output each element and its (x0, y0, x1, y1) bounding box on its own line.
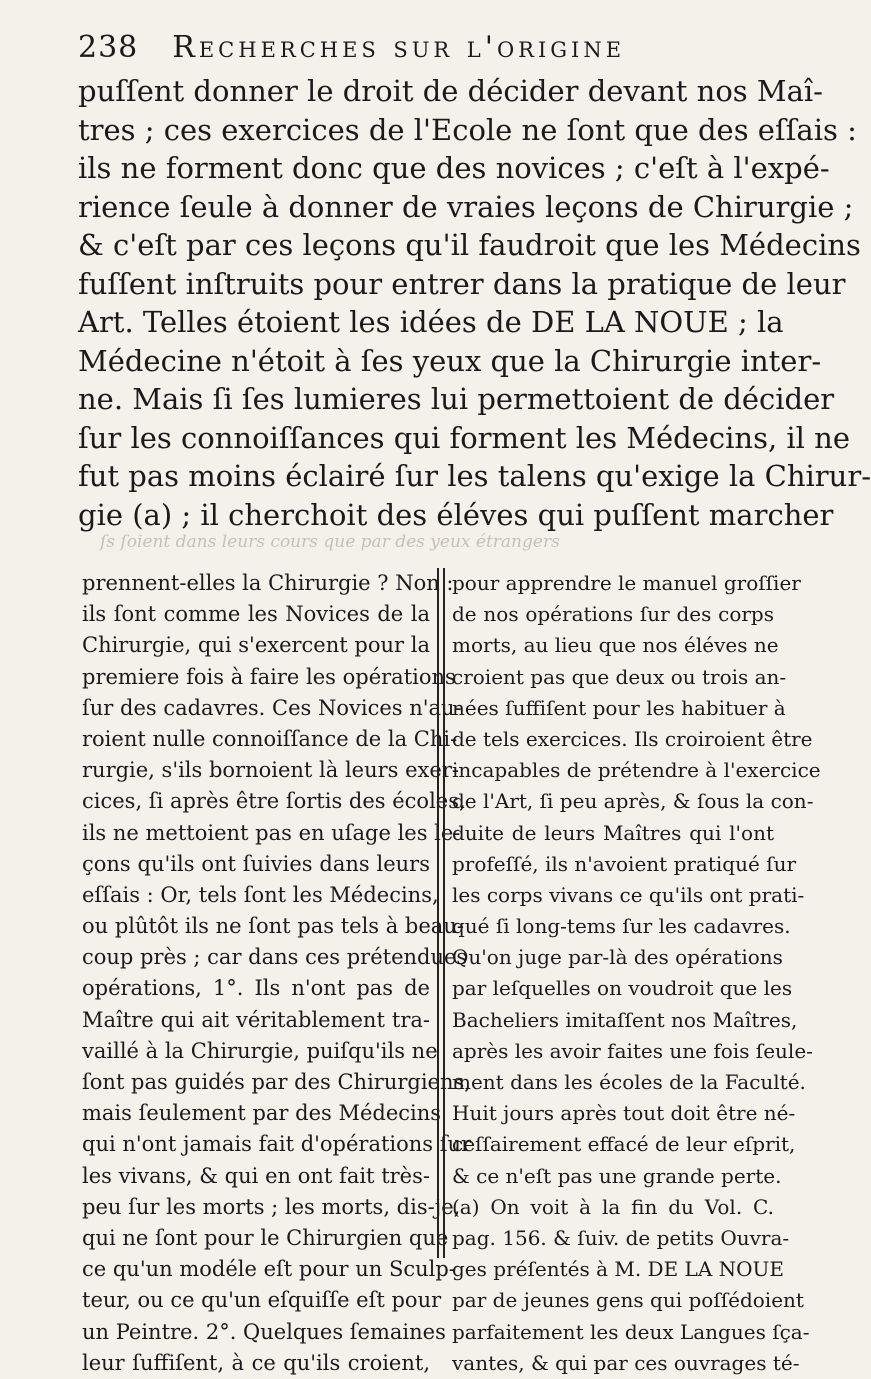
footnote-line: pour apprendre le manuel groſſier (452, 571, 801, 595)
footnote-line: incapables de prétendre à l'exercice (452, 758, 821, 783)
footnote-line: prennent-elles la Chirurgie ? Non : (82, 571, 454, 595)
footnote-line: ou plûtôt ils ne ſont pas tels à beau- (82, 914, 464, 939)
footnote-line: Chirurgie, qui s'exercent pour la (82, 633, 430, 658)
footnote-line: de nos opérations ſur des corps (452, 602, 774, 627)
footnote-line: de tels exercices. Ils croiroient être (452, 726, 813, 751)
running-title: Recherches sur l'origine (172, 30, 626, 65)
footnote-column-left (82, 568, 472, 1379)
main-line: Art. Telles étoient les idées de DE LA NOUE ; la (78, 305, 784, 339)
main-line: puſſent donner le droit de décider devant nos Maî- (78, 74, 823, 108)
footnote-line: cices, ſi après être ſortis des écoles, (82, 789, 466, 814)
footnote-line: (a) On voit à la fin du Vol. C. (452, 1194, 774, 1219)
main-line: & c'eſt par ces leçons qu'il faudroit que les Médecins (78, 228, 861, 262)
main-line: rience ſeule à donner de vraies leçons de Chirurgie ; (78, 189, 854, 224)
footnote-line: Bacheliers imitaſſent nos Maîtres, (452, 1007, 798, 1032)
footnote-line: çons qu'ils ont ſuivies dans leurs (82, 851, 430, 876)
main-line: fut pas moins éclairé ſur les talens qu'exige la Chirur- (78, 459, 871, 493)
main-paragraph (78, 72, 871, 534)
footnote-line: opérations, 1°. Ils n'ont pas de (82, 976, 430, 1001)
footnote-line: roient nulle connoiſſance de la Chi- (82, 726, 458, 751)
footnote-line: duite de leurs Maîtres qui l'ont (452, 820, 774, 845)
main-line: ne. Mais ſi ſes lumieres lui permettoient de décider (78, 382, 835, 416)
footnote-line: Maître qui ait véritablement tra- (82, 1007, 430, 1032)
footnote-line: rurgie, s'ils bornoient là leurs exer- (82, 758, 459, 783)
footnote-line: les vivans, & qui en ont fait très- (82, 1163, 430, 1188)
footnote-line: qui n'ont jamais fait d'opérations ſur (82, 1132, 472, 1157)
footnote-line: par leſquelles on voudroit que les (452, 976, 793, 1001)
footnote-line: Huit jours après tout doit être né- (452, 1101, 796, 1126)
footnote-line: leur ſuffiſent, à ce qu'ils croient, (82, 1350, 430, 1375)
footnote-line: teur, ou ce qu'un eſquiſſe eſt pour (82, 1288, 442, 1313)
footnote-line: ges préſentés à M. DE LA NOUE (452, 1257, 784, 1282)
footnote-line: parfaitement les deux Langues ſça- (452, 1319, 810, 1344)
footnote-line: un Peintre. 2°. Quelques ſemaines (82, 1319, 446, 1344)
footnote-line: pag. 156. & ſuiv. de petits Ouvra- (452, 1225, 790, 1250)
footnote-line: par de jeunes gens qui poſſédoient (452, 1288, 804, 1313)
main-line: tres ; ces exercices de l'Ecole ne ſont que des eſſais : (78, 112, 857, 147)
footnote-line: qui ne ſont pour le Chirurgien que (82, 1225, 449, 1250)
footnote-line: ſur des cadavres. Ces Novices n'au- (82, 695, 462, 720)
footnote-line: & ce n'eſt pas une grande perte. (452, 1163, 782, 1188)
footnote-line: croient pas que deux ou trois an- (452, 664, 787, 689)
footnote-line: Qu'on juge par-là des opérations (452, 945, 783, 970)
footnote-line: coup près ; car dans ces prétendues (82, 945, 468, 970)
footnote-line: premiere fois à faire les opérations (82, 664, 456, 689)
footnote-line: ce qu'un modéle eſt pour un Sculp- (82, 1257, 456, 1282)
footnote-line: de l'Art, ſi peu après, & ſous la con- (452, 789, 814, 814)
footnote-line: ils ne mettoient pas en uſage les le- (82, 820, 461, 845)
main-line: ils ne forment donc que des novices ; c'eſt à l'expé- (78, 151, 830, 185)
footnote-line: eſſais : Or, tels ſont les Médecins, (82, 882, 439, 907)
running-header (78, 30, 760, 74)
main-line: Médecine n'étoit à ſes yeux que la Chirurgie inter- (78, 343, 822, 378)
footnote-line: les corps vivans ce qu'ils ont prati- (452, 882, 805, 907)
footnote-line: ment dans les écoles de la Faculté. (452, 1070, 806, 1094)
page-number: 238 (78, 30, 139, 65)
column-divider (437, 568, 445, 1258)
footnote-line: mais ſeulement par des Médecins (82, 1101, 442, 1126)
footnote-column-right (452, 568, 821, 1379)
footnote-line: morts, au lieu que nos éléves ne (452, 633, 779, 658)
footnote-line: ceſſairement effacé de leur eſprit, (452, 1132, 796, 1157)
footnote-line: ils ſont comme les Novices de la (82, 602, 430, 627)
footnote-line: peu ſur les morts ; les morts, dis-je, (82, 1194, 461, 1219)
footnote-line: nées ſuffiſent pour les habituer à (452, 695, 786, 720)
main-line: gie (a) ; il cherchoit des éléves qui puſſent marcher (78, 497, 834, 532)
footnote-line: qué ſi long-tems ſur les cadavres. (452, 914, 791, 939)
main-line: fuſſent inſtruits pour entrer dans la pratique de leur (78, 266, 846, 301)
footnote-line: après les avoir faites une fois ſeule- (452, 1038, 813, 1063)
footnote-line: vantes, & qui par ces ouvrages té- (452, 1350, 800, 1375)
footnote-line: profeſſé, ils n'avoient pratiqué ſur (452, 851, 797, 876)
footnote-line: vaillé à la Chirurgie, puiſqu'ils ne (82, 1038, 438, 1063)
main-line: ſur les connoiſſances qui forment les Médecins, il ne (78, 420, 850, 455)
bleed-through-text: ſs ſoient dans leurs cours que par des yeux étrangers (100, 532, 560, 552)
footnote-line: ſont pas guidés par des Chirurgiens, (82, 1070, 471, 1094)
